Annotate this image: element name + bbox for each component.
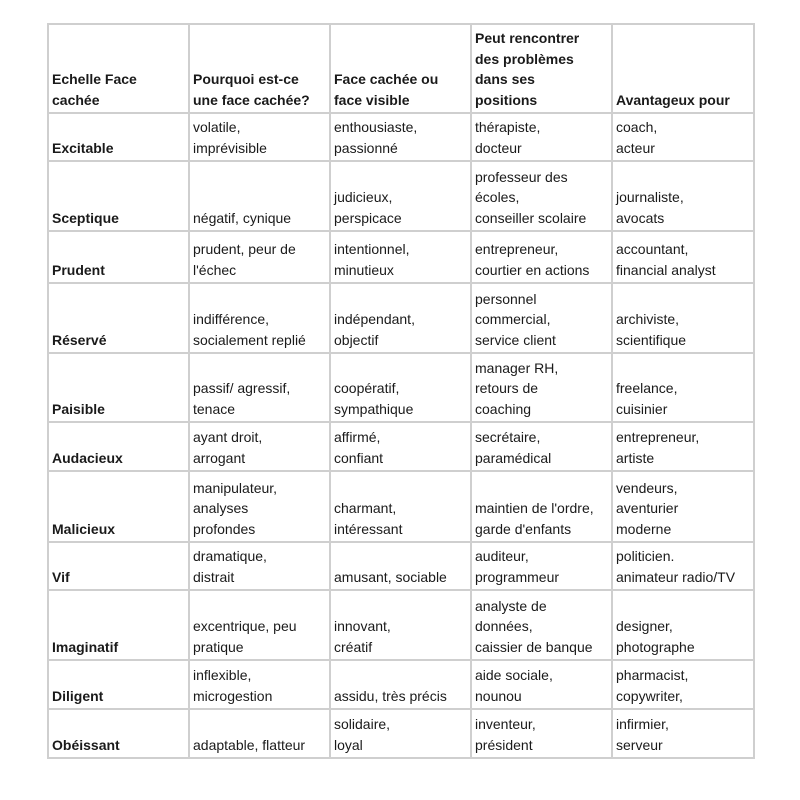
- row-label-cell: Malicieux: [48, 471, 189, 542]
- table-cell: auditeur, programmeur: [471, 542, 612, 590]
- table-row: [48, 283, 754, 353]
- table-cell: judicieux, perspicace: [330, 161, 471, 231]
- row-label-cell: Vif: [48, 542, 189, 590]
- table-cell: entrepreneur, artiste: [612, 422, 754, 471]
- table-cell: professeur des écoles, conseiller scolaire: [471, 161, 612, 231]
- table-cell: passif/ agressif, tenace: [189, 353, 330, 422]
- table-cell: manager RH, retours de coaching: [471, 353, 612, 422]
- row-label-cell: Paisible: [48, 353, 189, 422]
- table-cell: dramatique, distrait: [189, 542, 330, 590]
- table-cell: enthousiaste, passionné: [330, 113, 471, 161]
- table-cell: négatif, cynique: [189, 161, 330, 231]
- table-cell: indépendant, objectif: [330, 283, 471, 353]
- table-row: [48, 660, 754, 709]
- table-cell: thérapiste, docteur: [471, 113, 612, 161]
- table-cell: journaliste, avocats: [612, 161, 754, 231]
- row-label-cell: Imaginatif: [48, 590, 189, 660]
- table-cell: coopératif, sympathique: [330, 353, 471, 422]
- table-cell: archiviste, scientifique: [612, 283, 754, 353]
- table-cell: amusant, sociable: [330, 542, 471, 590]
- table-cell: politicien. animateur radio/TV: [612, 542, 754, 590]
- table-row: [48, 590, 754, 660]
- table-cell: prudent, peur de l'échec: [189, 231, 330, 283]
- table-cell: designer, photographe: [612, 590, 754, 660]
- table-cell: maintien de l'ordre, garde d'enfants: [471, 471, 612, 542]
- table-cell: infirmier, serveur: [612, 709, 754, 758]
- row-label-cell: Prudent: [48, 231, 189, 283]
- table-cell: inflexible, microgestion: [189, 660, 330, 709]
- row-label-cell: Sceptique: [48, 161, 189, 231]
- table-cell: excentrique, peu pratique: [189, 590, 330, 660]
- table-cell: manipulateur, analyses profondes: [189, 471, 330, 542]
- table-cell: aide sociale, nounou: [471, 660, 612, 709]
- row-label-cell: Audacieux: [48, 422, 189, 471]
- table-row: [48, 542, 754, 590]
- table-row: [48, 113, 754, 161]
- table-row: [48, 471, 754, 542]
- header-cell-why: Pourquoi est-ce une face cachée?: [189, 24, 330, 113]
- table-cell: analyste de données, caissier de banque: [471, 590, 612, 660]
- table-cell: coach, acteur: [612, 113, 754, 161]
- table-cell: vendeurs, aventurier moderne: [612, 471, 754, 542]
- table-cell: personnel commercial, service client: [471, 283, 612, 353]
- table-cell: inventeur, président: [471, 709, 612, 758]
- table-cell: assidu, très précis: [330, 660, 471, 709]
- row-label-cell: Excitable: [48, 113, 189, 161]
- header-row: [48, 24, 754, 113]
- table-cell: indifférence, socialement replié: [189, 283, 330, 353]
- table-cell: charmant, intéressant: [330, 471, 471, 542]
- table-cell: volatile, imprévisible: [189, 113, 330, 161]
- table-cell: entrepreneur, courtier en actions: [471, 231, 612, 283]
- table-cell: accountant, financial analyst: [612, 231, 754, 283]
- row-label-cell: Diligent: [48, 660, 189, 709]
- row-label-cell: Réservé: [48, 283, 189, 353]
- table-row: [48, 422, 754, 471]
- personality-table: [47, 23, 755, 759]
- table-cell: solidaire, loyal: [330, 709, 471, 758]
- table-row: [48, 353, 754, 422]
- table-cell: affirmé, confiant: [330, 422, 471, 471]
- table-cell: pharmacist, copywriter,: [612, 660, 754, 709]
- header-cell-advantage: Avantageux pour: [612, 24, 754, 113]
- table-row: [48, 161, 754, 231]
- header-cell-face: Face cachée ou face visible: [330, 24, 471, 113]
- table-row: [48, 231, 754, 283]
- row-label-cell: Obéissant: [48, 709, 189, 758]
- table-cell: intentionnel, minutieux: [330, 231, 471, 283]
- header-cell-problems: Peut rencontrer des problèmes dans ses positions: [471, 24, 612, 113]
- header-cell-scale: Echelle Face cachée: [48, 24, 189, 113]
- table-cell: innovant, créatif: [330, 590, 471, 660]
- table-cell: ayant droit, arrogant: [189, 422, 330, 471]
- table-cell: adaptable, flatteur: [189, 709, 330, 758]
- table-cell: freelance, cuisinier: [612, 353, 754, 422]
- table-cell: secrétaire, paramédical: [471, 422, 612, 471]
- table-row: [48, 709, 754, 758]
